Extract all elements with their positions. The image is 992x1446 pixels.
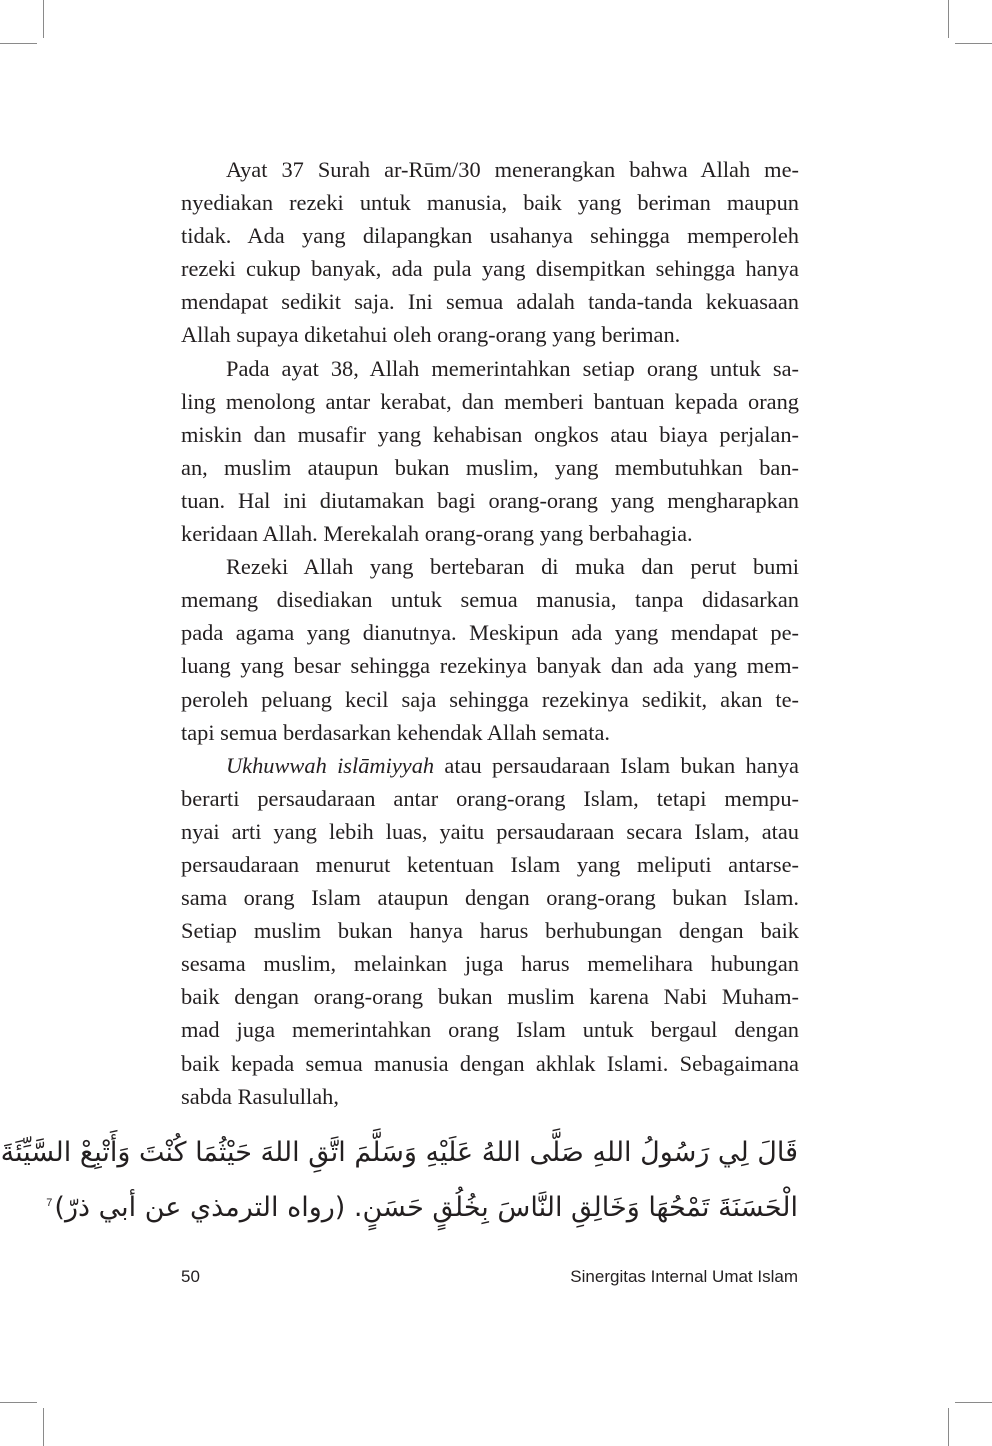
text-line <box>181 749 799 782</box>
text-line: sesama muslim, melainkan juga harus memelihara hubungan <box>181 951 799 977</box>
hadith-quote <box>0 1128 798 1233</box>
crop-mark-bottom-left-vertical <box>43 1408 44 1446</box>
text-line: sama orang Islam ataupun dengan orang-orang bukan Islam. <box>181 885 799 911</box>
text-line: tapi semua berdasarkan kehendak Allah semata. <box>181 719 610 745</box>
text-line: nyai arti yang lebih luas, yaitu persaudaraan secara Islam, atau <box>181 818 799 844</box>
crop-mark-bottom-left-horizontal <box>0 1402 37 1403</box>
text-line: pada agama yang dianutnya. Meskipun ada yang mendapat pe- <box>181 620 799 646</box>
text-line: keridaan Allah. Merekalah orang-orang yang berbahagia. <box>181 521 693 547</box>
paragraph-2 <box>181 352 799 551</box>
crop-mark-bottom-right-vertical <box>948 1408 949 1446</box>
paragraph-1 <box>181 153 799 352</box>
crop-mark-top-right-vertical <box>948 0 949 38</box>
text-line: Rezeki Allah yang bertebaran di muka dan perut bumi <box>226 554 799 580</box>
crop-mark-top-left-horizontal <box>0 43 37 44</box>
text-line: rezeki cukup banyak, ada pula yang disempitkan sehingga hanya <box>181 256 799 282</box>
text-line: mendapat sedikit saja. Ini semua adalah tanda-tanda kekuasaan <box>181 289 799 315</box>
text-line: baik dengan orang-orang bukan muslim karena Nabi Muham- <box>181 984 799 1010</box>
crop-mark-top-left-vertical <box>43 0 44 38</box>
text-line: ling menolong antar kerabat, dan memberi bantuan kepada orang <box>181 388 799 414</box>
page-footer <box>181 1267 798 1287</box>
hadith-line-2 <box>46 1178 798 1233</box>
paragraph-4 <box>181 749 799 1113</box>
text-line: memang disediakan untuk semua manusia, tanpa didasarkan <box>181 587 799 613</box>
text-line: Setiap muslim bukan hanya harus berhubungan dengan baik <box>181 918 799 944</box>
text-line: mad juga memerintahkan orang Islam untuk bergaul dengan <box>181 1017 799 1043</box>
running-title: Sinergitas Internal Umat Islam <box>570 1267 798 1286</box>
crop-mark-bottom-right-horizontal <box>955 1402 992 1403</box>
hadith-line-1: قَالَ لِي رَسُولُ اللهِ صَلَّى اللهُ عَلَيْهِ وَسَلَّمَ اتَّقِ اللهَ حَيْثُمَا كُنْتَ وَأَتْبِعْ السَّيِّئَةَ <box>0 1137 798 1168</box>
text-line: nyediakan rezeki untuk manusia, baik yang beriman maupun <box>181 190 799 216</box>
footnote-reference: 7 <box>46 1197 53 1209</box>
paragraph-3 <box>181 550 799 749</box>
text-line: persaudaraan menurut ketentuan Islam yang meliputi antarse- <box>181 851 799 877</box>
text-line: an, muslim ataupun bukan muslim, yang membutuhkan ban- <box>181 454 799 480</box>
hadith-line-2-text: الْحَسَنَةَ تَمْحُهَا وَخَالِقِ النَّاسَ بِخُلُقٍ حَسَنٍ. (رواه الترمذي عن أبي ذرّ) <box>54 1192 798 1223</box>
text-line: Allah supaya diketahui oleh orang-orang yang beriman. <box>181 322 681 348</box>
body-text <box>181 153 799 1113</box>
text-line: Ayat 37 Surah ar-Rūm/30 menerangkan bahwa Allah me- <box>226 157 799 182</box>
text-line: miskin dan musafir yang kehabisan ongkos atau biaya perjalan- <box>181 421 799 447</box>
text-line: berarti persaudaraan antar orang-orang Islam, tetapi mempu- <box>181 785 799 811</box>
text-line: luang yang besar sehingga rezekinya banyak dan ada yang mem- <box>181 653 799 679</box>
text-line: sabda Rasulullah, <box>181 1083 339 1109</box>
text-span: atau persaudaraan Islam bukan hanya <box>434 752 799 778</box>
italic-term: Ukhuwwah islāmiyyah <box>226 752 435 778</box>
text-line: peroleh peluang kecil saja sehingga rezekinya sedikit, akan te- <box>181 686 799 712</box>
text-line: baik kepada semua manusia dengan akhlak Islami. Sebagaimana <box>181 1050 799 1076</box>
text-line: tuan. Hal ini diutamakan bagi orang-orang yang mengharapkan <box>181 487 799 513</box>
page-number: 50 <box>181 1267 200 1286</box>
text-line: Pada ayat 38, Allah memerintahkan setiap orang untuk sa- <box>226 355 799 381</box>
crop-mark-top-right-horizontal <box>955 43 992 44</box>
text-line: tidak. Ada yang dilapangkan usahanya sehingga memperoleh <box>181 223 799 249</box>
